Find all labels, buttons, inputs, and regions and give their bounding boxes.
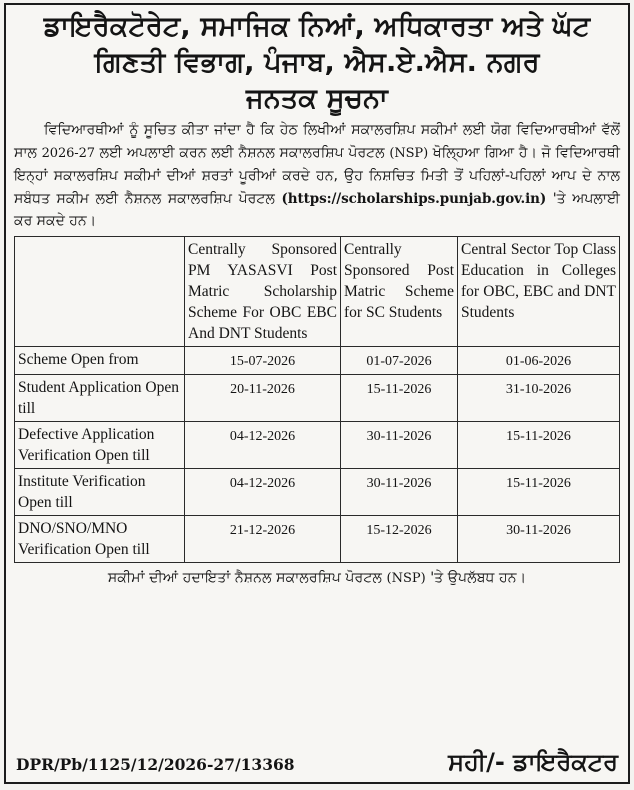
row-label: DNO/SNO/MNO Verification Open till xyxy=(15,515,185,562)
footer-note xyxy=(14,567,620,590)
column-header: Centrally Sponsored PM YASASVI Post Matric Scholarship Scheme For OBC EBC And DNT Students xyxy=(185,236,341,346)
date-cell: 04-12-2026 xyxy=(185,421,341,468)
footer-text-2: 'ਤੇ ਉਪਲੱਬਧ ਹਨ। xyxy=(430,569,527,586)
date-cell: 30-11-2026 xyxy=(341,421,458,468)
table-header-row xyxy=(15,236,620,346)
column-header: Central Sector Top Class Education in Colleges for OBC, EBC and DNT Students xyxy=(458,236,620,346)
intro-year: 2026-27 xyxy=(41,145,95,161)
row-label: Institute Verification Open till xyxy=(15,468,185,515)
intro-text-4: 'ਤੇ ਅਪਲਾਈ ਕਰ ਸਕਦੇ ਹਨ। xyxy=(14,190,620,229)
date-cell: 15-11-2026 xyxy=(458,468,620,515)
date-cell: 15-11-2026 xyxy=(341,374,458,421)
intro-text-1: ਵਿਦਿਆਰਥੀਆਂ ਨੂੰ ਸੂਚਿਤ ਕੀਤਾ ਜਾਂਦਾ ਹੈ ਕਿ ਹੇਠ ਲਿਖੀਆਂ ਸਕਾਲਰਸ਼ਿਪ ਸਕੀਮਾਂ ਲਈ ਯੋਗ ਵਿਦਿਆਰਥੀਆਂ ਵੱਲੋਂ ਸਾਲ xyxy=(14,122,620,161)
table-row xyxy=(15,374,620,421)
heading-line-1: ਡਾਇਰੈਕਟੋਰੇਟ, ਸਮਾਜਿਕ ਨਿਆਂ, ਅਧਿਕਾਰਤਾ ਅਤੇ ਘੱਟ xyxy=(43,11,591,42)
schedule-table xyxy=(14,236,620,563)
public-notice xyxy=(4,3,630,784)
date-cell: 31-10-2026 xyxy=(458,374,620,421)
row-label: Defective Application Verification Open till xyxy=(15,421,185,468)
date-cell: 30-11-2026 xyxy=(458,515,620,562)
intro-paragraph xyxy=(14,119,620,233)
date-cell: 15-07-2026 xyxy=(185,346,341,374)
footer-text-1: ਸਕੀਮਾਂ ਦੀਆਂ ਹਦਾਇਤਾਂ ਨੈਸ਼ਨਲ ਸਕਾਲਰਸ਼ਿਪ ਪੋਰਟਲ xyxy=(107,569,383,586)
table-row xyxy=(15,346,620,374)
table-row xyxy=(15,515,620,562)
date-cell: 21-12-2026 xyxy=(185,515,341,562)
table-row xyxy=(15,468,620,515)
heading-line-2: ਗਿਣਤੀ ਵਿਭਾਗ, ਪੰਜਾਬ, ਐਸ.ਏ.ਐਸ. ਨਗਰ xyxy=(94,47,540,78)
signature-line xyxy=(16,748,618,776)
date-cell: 01-07-2026 xyxy=(341,346,458,374)
table-corner-cell xyxy=(15,236,185,346)
director-signature: ਸਹੀ/- ਡਾਇਰੈਕਟਰ xyxy=(448,748,618,776)
row-label: Student Application Open till xyxy=(15,374,185,421)
intro-nsp: (NSP) xyxy=(389,145,429,161)
date-cell: 20-11-2026 xyxy=(185,374,341,421)
date-cell: 15-12-2026 xyxy=(341,515,458,562)
table-row xyxy=(15,421,620,468)
notice-title: ਜਨਤਕ ਸੂਚਨਾ xyxy=(246,83,388,114)
date-cell: 01-06-2026 xyxy=(458,346,620,374)
date-cell: 30-11-2026 xyxy=(341,468,458,515)
row-label: Scheme Open from xyxy=(15,346,185,374)
column-header: Centrally Sponsored Post Matric Scheme for SC Students xyxy=(341,236,458,346)
intro-text-2: ਲਈ ਅਪਲਾਈ ਕਰਨ ਲਈ ਨੈਸ਼ਨਲ ਸਕਾਲਰਸ਼ਿਪ ਪੋਰਟਲ xyxy=(99,144,385,161)
date-cell: 15-11-2026 xyxy=(458,421,620,468)
date-cell: 04-12-2026 xyxy=(185,468,341,515)
dpr-reference: DPR/Pb/1125/12/2026-27/13368 xyxy=(16,755,295,774)
portal-url: (https://scholarships.punjab.gov.in) xyxy=(281,190,547,207)
footer-nsp: (NSP) xyxy=(386,570,426,586)
intro-text-3: ਖੋਲ੍ਹਿਆ ਗਿਆ ਹੈ। ਜੋ ਵਿਦਿਆਰਥੀ ਇਨ੍ਹਾਂ ਸਕਾਲਰਸ਼ਿਪ ਸਕੀਮਾਂ ਦੀਆਂ ਸ਼ਰਤਾਂ ਪੂਰੀਆਂ ਕਰਦੇ ਹਨ, ਉਹ ਨਿਸ਼ਚਿਤ ਮਿਤੀ ਤੋਂ ਪਹਿਲਾਂ-ਪਹਿਲਾਂ ਆਪ ਦੇ ਨਾਲ ਸਬੰਧਤ ਸਕੀਮ ਲਈ ਨੈਸ਼ਨਲ ਸਕਾਲਰਸ਼ਿਪ ਪੋਰਟਲ xyxy=(14,144,620,207)
